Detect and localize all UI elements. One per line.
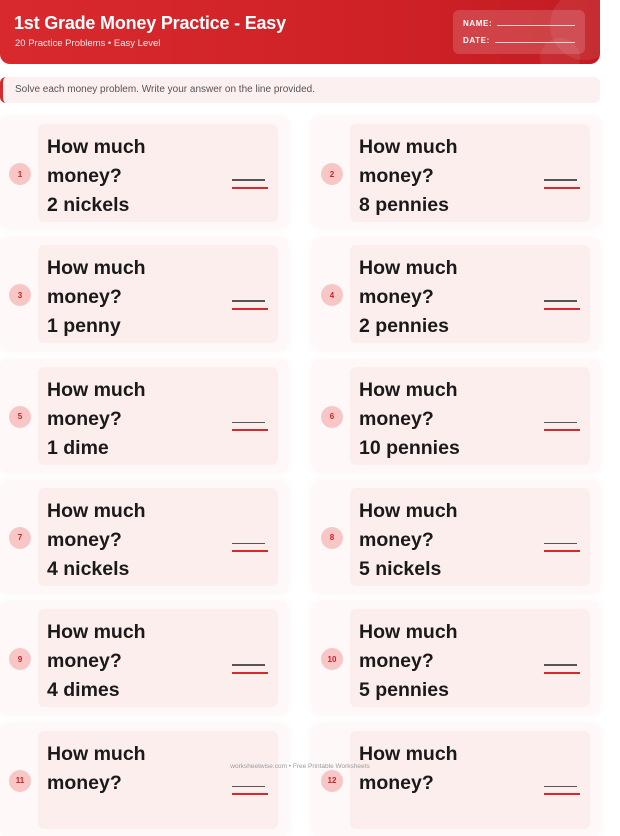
question-coins: 4 dimes <box>47 679 120 702</box>
answer-accent-line <box>544 429 580 431</box>
question-line-1: How much <box>47 378 146 401</box>
problem-card <box>312 481 600 593</box>
problem-card <box>0 724 288 836</box>
instructions-text: Solve each money problem. Write your answer on the line provided. <box>15 84 315 95</box>
problem-question <box>359 133 529 220</box>
problem-content <box>38 245 278 343</box>
answer-accent-line <box>232 550 268 552</box>
answer-underline <box>232 543 265 545</box>
problem-question <box>47 133 217 220</box>
question-line-1: How much <box>359 499 458 522</box>
problem-card <box>0 360 288 472</box>
question-coins: 8 pennies <box>359 194 449 216</box>
problem-card <box>0 238 288 350</box>
problem-question <box>47 497 217 584</box>
question-line-2: money? <box>359 407 434 430</box>
answer-underline <box>544 179 577 181</box>
date-label: DATE: <box>463 36 490 45</box>
problem-question <box>47 618 217 705</box>
page-title: 1st Grade Money Practice - Easy <box>14 13 286 33</box>
question-line-2: money? <box>47 771 122 794</box>
question-line-2: money? <box>47 650 122 673</box>
problem-question <box>47 254 217 341</box>
problem-number-badge: 10 <box>321 648 343 670</box>
question-line-2: money? <box>359 528 434 551</box>
problem-card <box>0 602 288 714</box>
question-coins: 2 pennies <box>359 315 449 338</box>
answer-blank[interactable] <box>232 179 268 189</box>
question-coins: 1 dime <box>47 436 109 459</box>
answer-blank[interactable] <box>544 179 580 189</box>
problem-number-badge: 11 <box>9 770 31 792</box>
problem-content <box>38 731 278 829</box>
question-coins: 5 pennies <box>359 679 449 702</box>
question-coins: 4 nickels <box>47 557 130 580</box>
question-line-1: How much <box>359 621 458 644</box>
problem-number-badge: 9 <box>9 648 31 670</box>
problem-content <box>350 609 590 707</box>
answer-accent-line <box>544 308 580 310</box>
problem-question <box>359 254 529 341</box>
problem-card <box>312 360 600 472</box>
problem-card <box>312 117 600 229</box>
answer-blank[interactable] <box>544 543 580 553</box>
question-line-2: money? <box>359 771 434 794</box>
answer-underline <box>232 300 265 302</box>
problem-content <box>350 488 590 586</box>
answer-blank[interactable] <box>544 664 580 674</box>
answer-underline <box>544 543 577 545</box>
problem-number-badge: 12 <box>321 770 343 792</box>
answer-blank[interactable] <box>232 786 268 796</box>
name-label: NAME: <box>463 19 493 28</box>
question-line-2: money? <box>359 165 434 187</box>
answer-blank[interactable] <box>232 543 268 553</box>
instructions-bar <box>0 77 600 103</box>
answer-underline <box>544 786 577 788</box>
question-coins: 2 nickels <box>47 194 130 216</box>
problem-number-badge: 2 <box>321 163 343 185</box>
problem-card <box>312 238 600 350</box>
name-field[interactable] <box>463 19 575 28</box>
question-line-2: money? <box>359 286 434 309</box>
answer-blank[interactable] <box>232 664 268 674</box>
problem-card <box>0 481 288 593</box>
worksheet-header <box>0 0 600 64</box>
problem-question <box>359 497 529 584</box>
question-coins: 1 penny <box>47 315 121 338</box>
page-subtitle: 20 Practice Problems • Easy Level <box>15 38 161 49</box>
problem-number-badge: 3 <box>9 284 31 306</box>
problem-card <box>312 724 600 836</box>
answer-underline <box>544 300 577 302</box>
problem-number-badge: 7 <box>9 527 31 549</box>
question-line-1: How much <box>47 621 146 644</box>
problem-content <box>350 124 590 222</box>
question-line-2: money? <box>359 650 434 673</box>
answer-blank[interactable] <box>544 300 580 310</box>
question-line-2: money? <box>47 165 122 187</box>
problem-content <box>38 367 278 465</box>
problem-content <box>350 367 590 465</box>
answer-accent-line <box>544 550 580 552</box>
question-line-1: How much <box>47 136 146 158</box>
question-line-1: How much <box>47 499 146 522</box>
answer-accent-line <box>232 793 268 795</box>
question-line-1: How much <box>359 257 458 280</box>
question-line-2: money? <box>47 407 122 430</box>
student-info-box <box>453 10 585 54</box>
answer-underline <box>232 664 265 666</box>
question-line-1: How much <box>47 742 146 765</box>
answer-underline <box>544 664 577 666</box>
problem-card <box>0 117 288 229</box>
answer-blank[interactable] <box>544 786 580 796</box>
answer-blank[interactable] <box>232 300 268 310</box>
answer-underline <box>232 786 265 788</box>
answer-accent-line <box>232 429 268 431</box>
problem-question <box>47 376 217 463</box>
problem-content <box>38 609 278 707</box>
question-line-1: How much <box>359 136 458 158</box>
answer-blank[interactable] <box>544 422 580 432</box>
problem-content <box>38 124 278 222</box>
answer-accent-line <box>544 187 580 189</box>
problem-content <box>350 245 590 343</box>
problem-question <box>359 618 529 705</box>
answer-accent-line <box>544 793 580 795</box>
answer-underline <box>544 422 577 424</box>
problem-content <box>38 488 278 586</box>
problem-number-badge: 6 <box>321 406 343 428</box>
answer-underline <box>232 422 265 424</box>
problem-content <box>350 731 590 829</box>
footer-text: worksheetwise.com • Free Printable Worksheets <box>230 763 370 770</box>
question-line-2: money? <box>47 286 122 309</box>
name-line[interactable] <box>497 25 575 26</box>
problem-number-badge: 5 <box>9 406 31 428</box>
problem-card <box>312 602 600 714</box>
answer-blank[interactable] <box>232 422 268 432</box>
question-coins: 5 nickels <box>359 557 442 580</box>
question-coins: 10 pennies <box>359 436 460 459</box>
answer-accent-line <box>232 308 268 310</box>
question-line-1: How much <box>359 378 458 401</box>
date-field[interactable] <box>463 36 575 45</box>
question-line-1: How much <box>359 742 458 765</box>
answer-accent-line <box>232 187 268 189</box>
problem-number-badge: 8 <box>321 527 343 549</box>
answer-underline <box>232 179 265 181</box>
answer-accent-line <box>232 672 268 674</box>
question-line-2: money? <box>47 528 122 551</box>
problem-number-badge: 4 <box>321 284 343 306</box>
date-line[interactable] <box>495 42 575 43</box>
problem-number-badge: 1 <box>9 163 31 185</box>
question-line-1: How much <box>47 257 146 280</box>
problem-question <box>359 376 529 463</box>
answer-accent-line <box>544 672 580 674</box>
